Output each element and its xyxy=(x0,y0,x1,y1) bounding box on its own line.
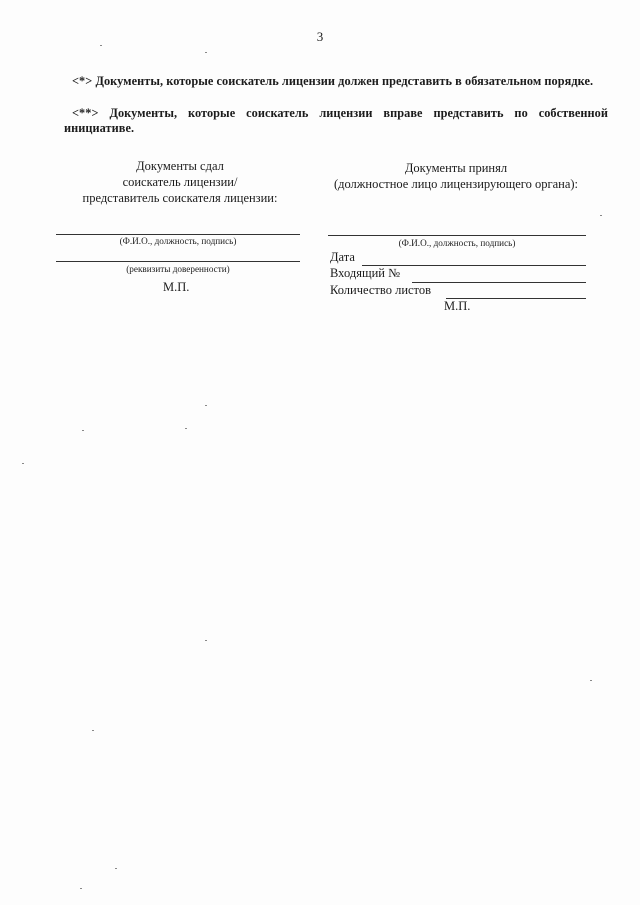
page-number: 3 xyxy=(316,29,324,44)
submitter-heading-line: Документы сдал xyxy=(136,159,224,173)
scan-speck xyxy=(82,430,84,431)
scan-speck xyxy=(205,640,207,641)
receiver-heading-line: Документы принял xyxy=(404,161,508,175)
receiver-heading xyxy=(306,160,606,192)
footnote-text: Документы, которые соискатель лицензии должен представить в обязательном порядке. xyxy=(95,74,594,88)
power-of-attorney-caption: (реквизиты доверенности) xyxy=(126,264,230,274)
footnote-text: Документы, которые соискатель лицензии вправе представить по собственной инициативе. xyxy=(64,106,609,135)
receiver-signature-line xyxy=(328,235,586,236)
footnote-mandatory-documents xyxy=(64,74,608,89)
footnote-marker: <**> xyxy=(72,106,99,120)
submitter-heading xyxy=(60,158,300,206)
scan-speck xyxy=(115,868,117,869)
receiver-heading-line: (должностное лицо лицензирующего органа): xyxy=(333,177,579,191)
incoming-number-line xyxy=(412,282,586,283)
receiver-signature-caption: (Ф.И.О., должность, подпись) xyxy=(398,238,516,248)
submitter-signature-line xyxy=(56,234,300,235)
date-label: Дата xyxy=(330,250,355,264)
scan-speck xyxy=(205,405,207,406)
receiver-stamp-place: М.П. xyxy=(444,299,471,313)
scan-speck xyxy=(590,680,592,681)
footnote-optional-documents xyxy=(64,106,608,136)
sheet-count-label: Количество листов xyxy=(330,283,432,297)
power-of-attorney-line xyxy=(56,261,300,262)
scan-speck xyxy=(600,215,602,216)
scan-speck xyxy=(80,888,82,889)
footnote-marker: <*> xyxy=(72,74,93,88)
scan-speck xyxy=(205,52,207,53)
submitter-heading-line: представитель соискателя лицензии: xyxy=(82,191,278,205)
scan-speck xyxy=(185,428,187,429)
submitter-signature-caption: (Ф.И.О., должность, подпись) xyxy=(119,236,237,246)
submitter-stamp-place: М.П. xyxy=(163,280,190,294)
scan-speck xyxy=(92,730,94,731)
submitter-heading-line: соискатель лицензии/ xyxy=(122,175,238,189)
scan-speck xyxy=(22,463,24,464)
scan-speck xyxy=(100,45,102,46)
incoming-number-label: Входящий № xyxy=(330,266,401,280)
